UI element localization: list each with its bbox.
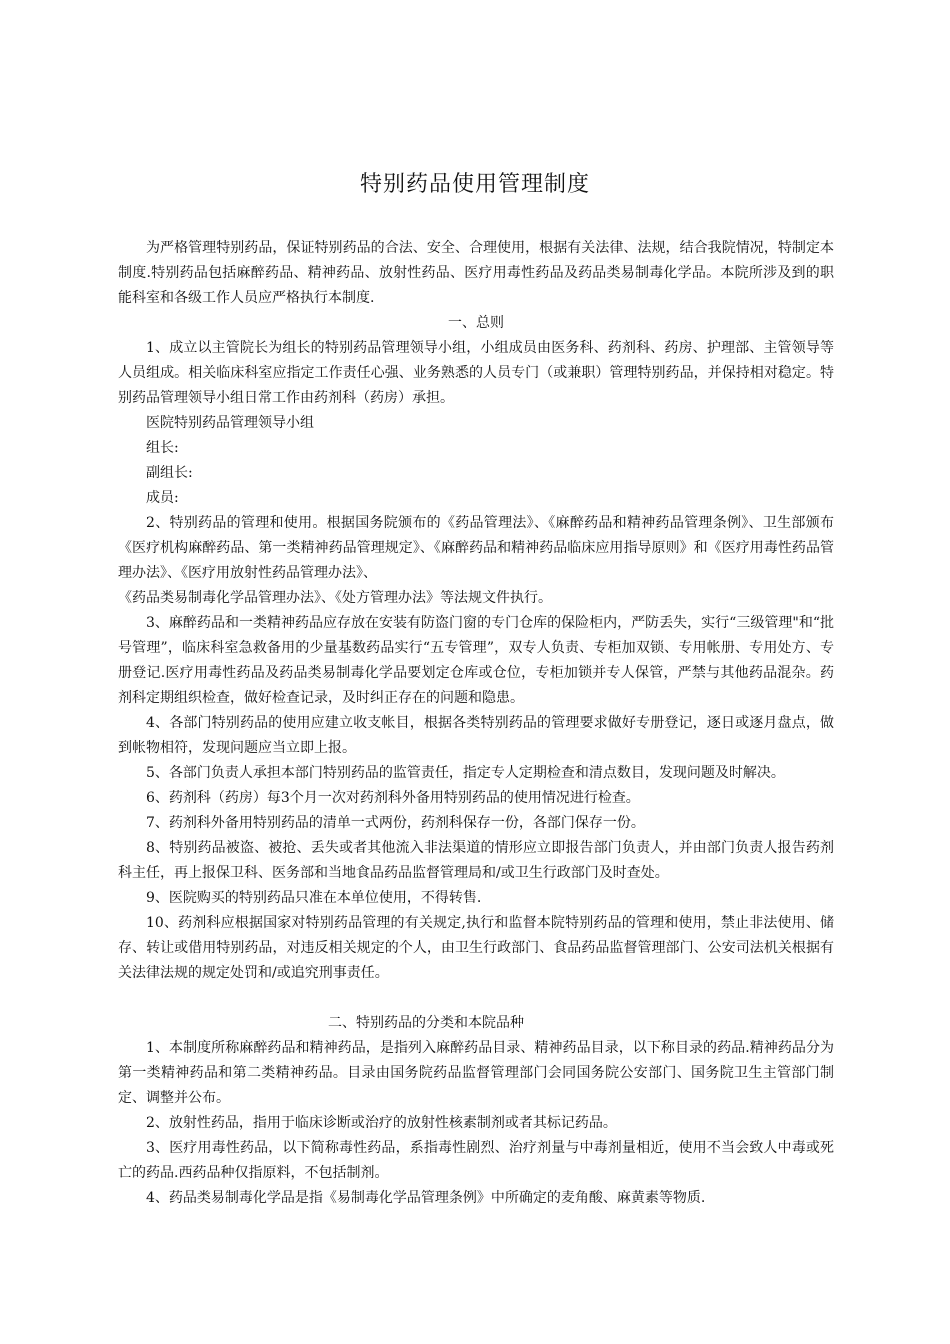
section1-item-8: 8、特别药品被盗、被抢、丢失或者其他流入非法渠道的情形应立即报告部门负责人，并由部门负责人报告药剂科主任，再上报保卫科、医务部和当地食品药品监督管理局和/或卫生行政部门及时查处。: [118, 840, 834, 881]
section1-item-7: 7、药剂科外备用特别药品的清单一式两份，药剂科保存一份，各部门保存一份。: [146, 815, 645, 831]
section1-item-3: 3、麻醉药品和一类精神药品应存放在安装有防盗门窗的专门仓库的保险柜内，严防丢失，实行“三级管理"和“批号管理”，临床科室急救备用的少量基数药品实行“五专管理”，双专人负责、专柜加双锁、专用帐册、专用处方、专册登记.医疗用毒性药品及药品类易制毒化学品要划定仓库或仓位，专柜加锁并专人保管，严禁与其他药品混杂。药剂科定期组织检查，做好检查记录，及时纠正存在的问题和隐患。: [118, 615, 834, 706]
intro-paragraph: 为严格管理特别药品，保证特别药品的合法、安全、合理使用，根据有关法律、法规，结合我院情况，特制定本制度.特别药品包括麻醉药品、精神药品、放射性药品、医疗用毒性药品及药品类易制毒化学品。本院所涉及到的职能科室和各级工作人员应严格执行本制度.: [118, 240, 834, 306]
section2-item-4: 4、药品类易制毒化学品是指《易制毒化学品管理条例》中所确定的麦角酸、麻黄素等物质.: [146, 1190, 706, 1206]
group-leader: 组长:: [146, 440, 179, 456]
section1-item-1: 1、成立以主管院长为组长的特别药品管理领导小组，小组成员由医务科、药剂科、药房、护理部、主管领导等人员组成。相关临床科室应指定工作责任心强、业务熟悉的人员专门（或兼职）管理特别药品，并保持相对稳定。特别药品管理领导小组日常工作由药剂科（药房）承担。: [118, 340, 834, 406]
section-spacer: [118, 986, 834, 1011]
group-title: 医院特别药品管理领导小组: [146, 415, 314, 431]
section1-item-4: 4、各部门特别药品的使用应建立收支帐目，根据各类特别药品的管理要求做好专册登记，逐日或逐月盘点，做到帐物相符，发现问题应当立即上报。: [118, 715, 834, 756]
section2-item-2: 2、放射性药品，指用于临床诊断或治疗的放射性核素制剂或者其标记药品。: [146, 1115, 617, 1131]
section1-heading: 一、总则: [448, 315, 504, 331]
group-members: 成员:: [146, 490, 179, 506]
document-body: [118, 236, 834, 1211]
section1-item-6: 6、药剂科（药房）每3个月一次对药剂科外备用特别药品的使用情况进行检查。: [146, 790, 640, 806]
section1-item-10: 10、药剂科应根据国家对特别药品管理的有关规定,执行和监督本院特别药品的管理和使用，禁止非法使用、储存、转让或借用特别药品，对违反相关规定的个人，由卫生行政部门、食品药品监督管理部门、公安司法机关根据有关法律法规的规定处罚和/或追究刑事责任。: [118, 915, 834, 981]
section1-item-2: 2、特别药品的管理和使用。根据国务院颁布的《药品管理法》、《麻醉药品和精神药品管理条例》、卫生部颁布《医疗机构麻醉药品、第一类精神药品管理规定》、《麻醉药品和精神药品临床应用指导原则》和《医疗用毒性药品管理办法》、《医疗用放射性药品管理办法》、: [118, 515, 834, 581]
section1-item-5: 5、各部门负责人承担本部门特别药品的监管责任，指定专人定期检查和清点数目，发现问题及时解决。: [146, 765, 785, 781]
document-title: 特别药品使用管理制度: [359, 172, 590, 197]
section2-heading: 二、特别药品的分类和本院品种: [328, 1015, 524, 1031]
section1-item-9: 9、医院购买的特别药品只准在本单位使用，不得转售.: [146, 890, 482, 906]
section1-item-2-cont: 《药品类易制毒化学品管理办法》、《处方管理办法》等法规文件执行。: [118, 590, 552, 606]
group-deputy: 副组长:: [146, 465, 193, 481]
section2-item-3: 3、医疗用毒性药品，以下简称毒性药品，系指毒性剧烈、治疗剂量与中毒剂量相近，使用不当会致人中毒或死亡的药品.西药品种仅指原料，不包括制剂。: [118, 1140, 834, 1181]
section2-item-1: 1、本制度所称麻醉药品和精神药品，是指列入麻醉药品目录、精神药品目录，以下称目录的药品.精神药品分为第一类精神药品和第二类精神药品。目录由国务院药品监督管理部门会同国务院公安部门、国务院卫生主管部门制定、调整并公布。: [118, 1040, 834, 1106]
